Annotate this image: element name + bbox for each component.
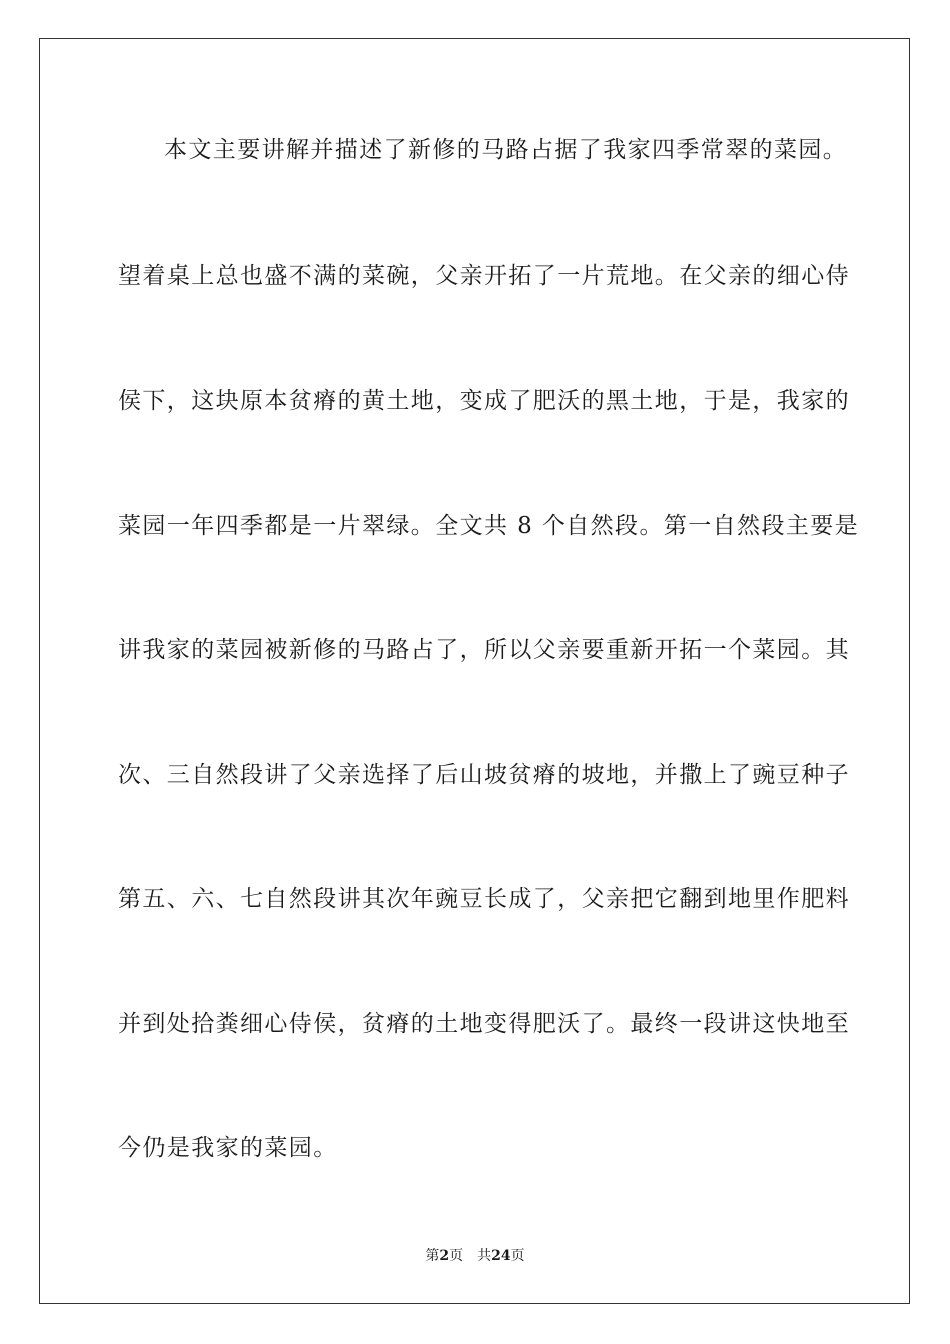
footer-total-pages: 24 [491,1248,511,1264]
body-line-2: 望着桌上总也盛不满的菜碗，父亲开拓了一片荒地。在父亲的细心侍 [118,263,850,289]
body-line-4: 菜园一年四季都是一片翠绿。全文共 8 个自然段。第一自然段主要是 [118,513,860,539]
body-line-1: 本文主要讲解并描述了新修的马路占据了我家四季常翠的菜园。 [164,137,848,163]
page-footer [0,1247,950,1265]
footer-page-number: 2 [439,1248,450,1264]
body-line-5: 讲我家的菜园被新修的马路占了，所以父亲要重新开拓一个菜园。其 [118,637,850,663]
footer-page-suffix: 页 [449,1248,464,1264]
footer-total-suffix: 页 [510,1248,525,1264]
body-line-8: 并到处拾粪细心侍侯，贫瘠的土地变得肥沃了。最终一段讲这快地至 [118,1011,850,1037]
body-line-9: 今仍是我家的菜园。 [118,1135,338,1161]
page-frame [39,38,910,1304]
body-line-7: 第五、六、七自然段讲其次年豌豆长成了，父亲把它翻到地里作肥料 [118,886,850,912]
footer-total-prefix: 共 [477,1248,492,1264]
footer-page-prefix: 第 [425,1248,440,1264]
body-line-6: 次、三自然段讲了父亲选择了后山坡贫瘠的坡地，并撒上了豌豆种子 [118,762,850,788]
body-line-3: 侯下，这块原本贫瘠的黄土地，变成了肥沃的黑土地，于是，我家的 [118,388,850,414]
